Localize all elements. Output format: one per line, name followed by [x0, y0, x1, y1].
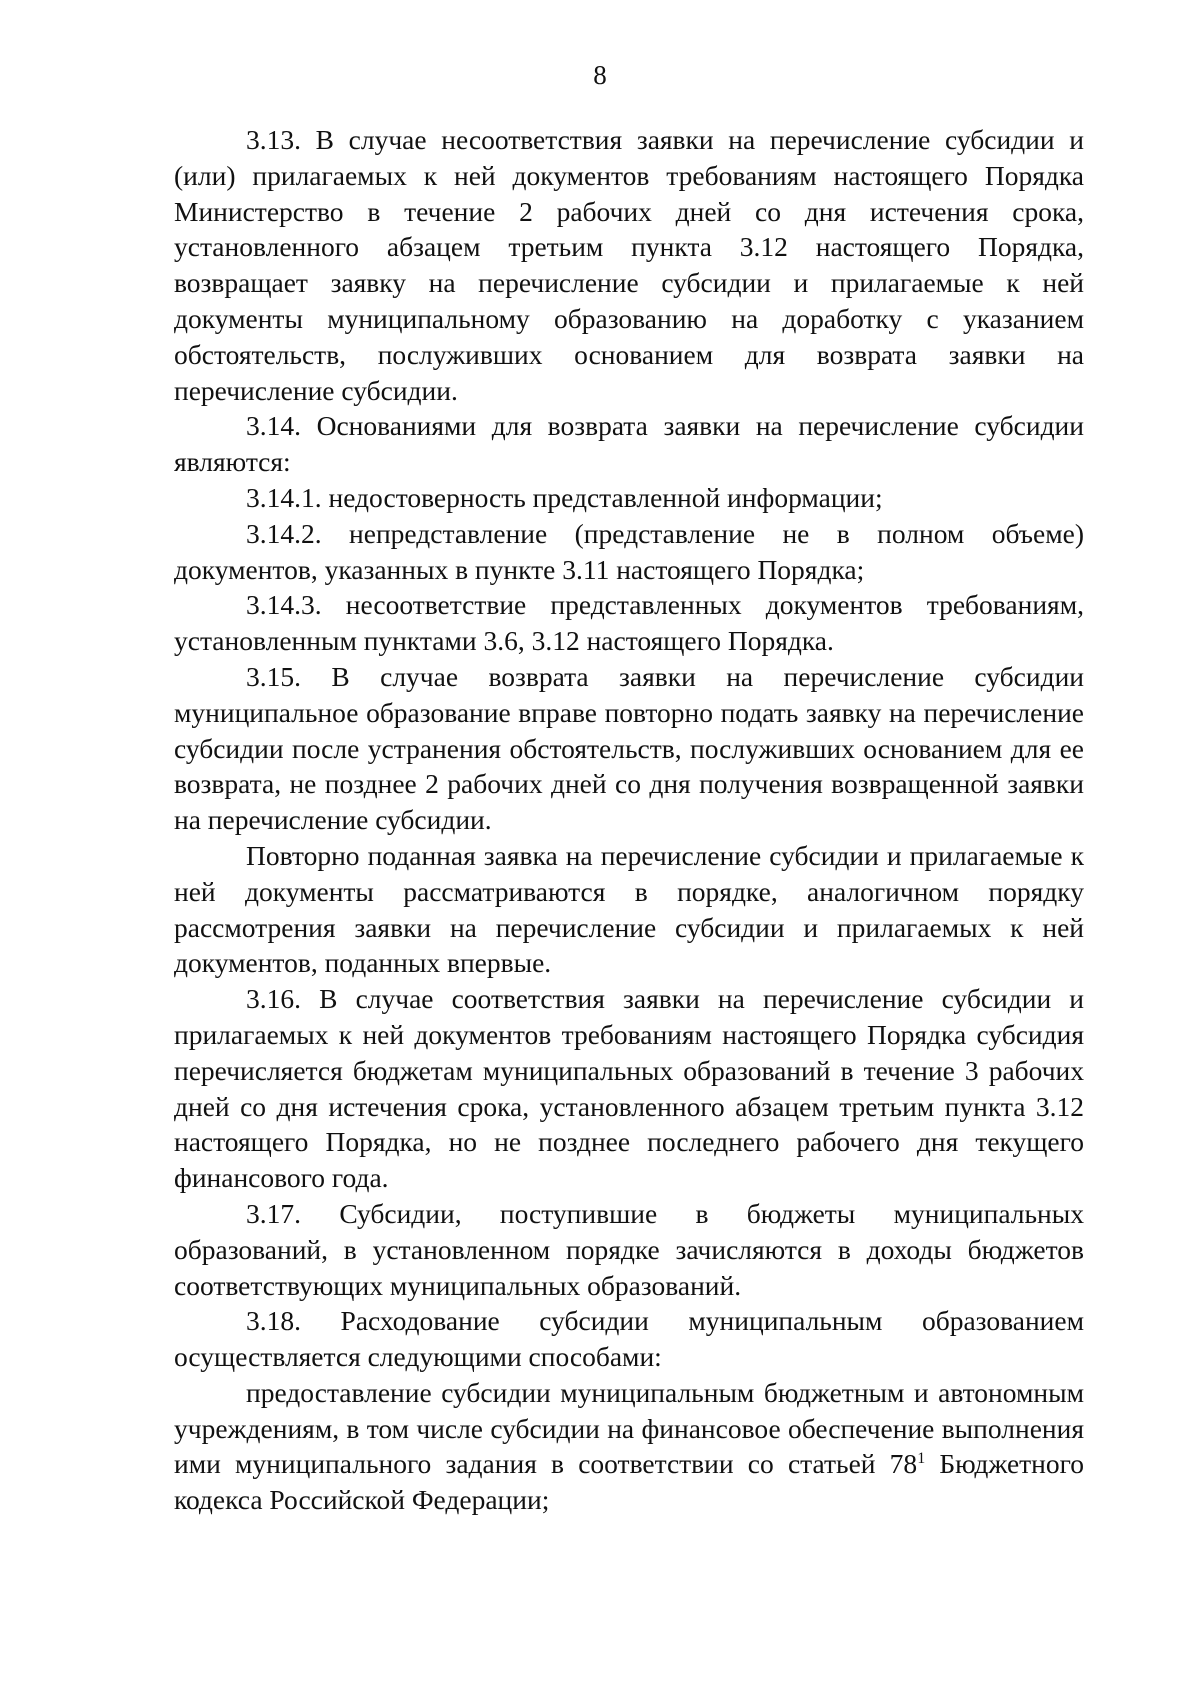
document-body: [174, 122, 1084, 1518]
paragraph-3-14-3: 3.14.3. несоответствие представленных документов требованиям, установленным пунктами 3.6, 3.12 настоящего Порядка.: [174, 589, 1084, 657]
paragraph-3-15-repeat: Повторно поданная заявка на перечисление субсидии и прилагаемые к ней документы рассматриваются в порядке, аналогичном порядку рассмотрения заявки на перечисление субсидии и прилагаемых к ней документов, поданных впервые.: [174, 839, 1084, 979]
paragraph-3-13: 3.13. В случае несоответствия заявки на перечисление субсидии и (или) прилагаемых к ней документов требованиям настоящего Порядка Министерство в течение 2 рабочих дней со дня истечения срока, установленного абзацем третьим пункта 3.12 настоящего Порядка, возвращает заявку на перечисление субсидии и прилагаемые к ней документы муниципальному образованию на доработку с указанием обстоятельств, послуживших основанием для возврата заявки на перечисление субсидии.: [174, 124, 1084, 406]
paragraph-3-18: 3.18. Расходование субсидии муниципальным образованием осуществляется следующими способами:: [174, 1305, 1084, 1373]
paragraph-3-17: 3.17. Субсидии, поступившие в бюджеты муниципальных образований, в установленном порядке зачисляются в доходы бюджетов соответствующих муниципальных образований.: [174, 1197, 1084, 1301]
article-superscript: 1: [917, 1450, 926, 1468]
paragraph-subsidy-provision-text: предоставление субсидии муниципальным бюджетным и автономным учреждениям, в том числе субсидии на финансовое обеспечение выполнения ими муниципального задания в соответствии со статьей 78: [174, 1376, 1084, 1480]
paragraph-3-14-1: 3.14.1. недостоверность представленной информации;: [246, 481, 883, 513]
paragraph-3-15: 3.15. В случае возврата заявки на перечисление субсидии муниципальное образование вправе повторно подать заявку на перечисление субсидии после устранения обстоятельств, послуживших основанием для ее возврата, не позднее 2 рабочих дней со дня получения возвращенной заявки на перечисление субсидии.: [174, 660, 1084, 836]
paragraph-subsidy-provision-tail: Бюджетного кодекса Российской Федерации;: [174, 1448, 1084, 1516]
page-number: 8: [593, 60, 607, 90]
paragraph-subsidy-provision: [174, 1375, 1084, 1518]
paragraph-3-16: 3.16. В случае соответствия заявки на перечисление субсидии и прилагаемых к ней документов требованиям настоящего Порядка субсидия перечисляется бюджетам муниципальных образований в течение 3 рабочих дней со дня истечения срока, установленного абзацем третьим пункта 3.12 настоящего Порядка, но не позднее последнего рабочего дня текущего финансового года.: [174, 983, 1084, 1194]
paragraph-3-14-2: 3.14.2. непредставление (представление не в полном объеме) документов, указанных в пункте 3.11 настоящего Порядка;: [174, 517, 1084, 585]
paragraph-3-14: 3.14. Основаниями для возврата заявки на перечисление субсидии являются:: [174, 410, 1084, 478]
